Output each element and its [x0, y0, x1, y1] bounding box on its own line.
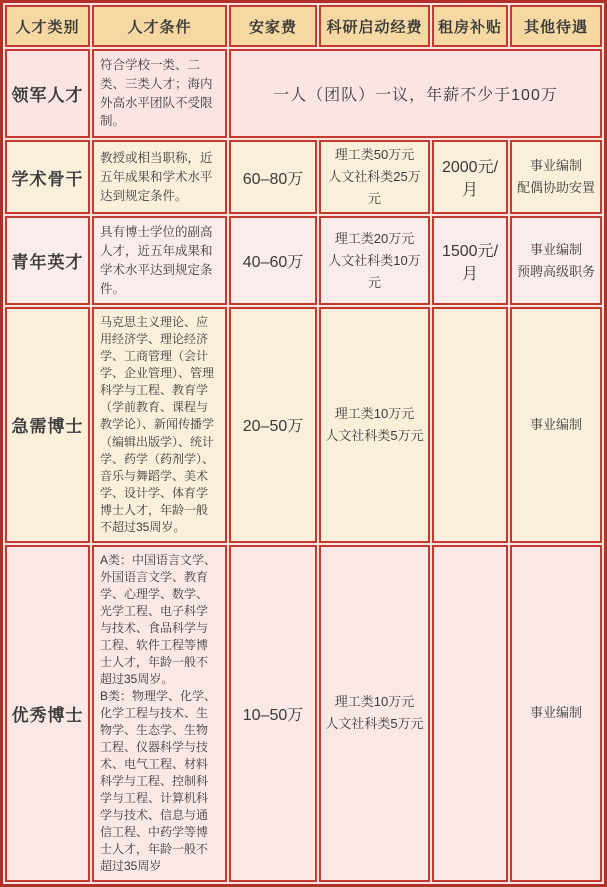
cell-settling-fee: 40–60万 — [229, 216, 317, 305]
cell-other-benefits — [510, 140, 602, 214]
cell-housing-subsidy — [432, 545, 508, 883]
cell-other-benefits: 事业编制 — [510, 307, 602, 542]
benefit-line2: 预聘高级职务 — [516, 263, 595, 279]
research-fund-line1: 理工类10万元 — [334, 405, 415, 421]
cell-category: 急需博士 — [5, 307, 90, 542]
research-fund-line2: 人文社科类25万元 — [328, 169, 421, 207]
condition-class-a: A类：中国语言文学、外国语言文学、教育学、心理学、数学、光学工程、电子科学与技术、食品科学与工程、软件工程等博士人才，年龄一般不超过35周岁。 — [100, 552, 217, 686]
cell-category: 学术骨干 — [5, 140, 90, 214]
research-fund-line2: 人文社科类10万元 — [328, 252, 421, 290]
header-housing-subsidy: 租房补贴 — [432, 5, 508, 47]
cell-other-benefits: 事业编制 — [510, 545, 602, 883]
benefit-line2: 配偶协助安置 — [516, 180, 595, 196]
cell-housing-subsidy: 2000元/月 — [432, 140, 508, 214]
research-fund-line1: 理工类50万元 — [334, 147, 415, 162]
cell-category: 领军人才 — [5, 49, 90, 138]
cell-settling-fee: 10–50万 — [229, 545, 317, 883]
header-talent-category: 人才类别 — [5, 5, 90, 47]
cell-research-fund — [319, 545, 430, 883]
cell-research-fund — [319, 140, 430, 214]
cell-category: 优秀博士 — [5, 545, 90, 883]
table-row-leading-talent — [5, 49, 602, 138]
cell-condition — [92, 545, 227, 883]
table-row-young-talent — [5, 216, 602, 305]
condition-class-b: B类：物理学、化学、化学工程与技术、生物学、生态学、生物工程、仪器科学与技术、电气工程、材料科学与工程、控制科学与工程、计算机科学与技术、信息与通信工程、中药学等博士人才，年龄一般不超过35周岁 — [100, 688, 217, 874]
header-talent-condition: 人才条件 — [92, 5, 227, 47]
header-row — [5, 5, 602, 47]
cell-housing-subsidy — [432, 307, 508, 542]
header-other-benefits: 其他待遇 — [510, 5, 602, 47]
cell-category: 青年英才 — [5, 216, 90, 305]
benefit-line1: 事业编制 — [529, 158, 582, 174]
cell-other-benefits — [510, 216, 602, 305]
table-row-excellent-phd — [5, 545, 602, 883]
header-settling-fee: 安家费 — [229, 5, 317, 47]
cell-condition: 符合学校一类、二类、三类人才；海内外高水平团队不受限制。 — [92, 49, 227, 138]
research-fund-line2: 人文社科类5万元 — [325, 427, 424, 443]
cell-housing-subsidy: 1500元/月 — [432, 216, 508, 305]
cell-settling-fee: 60–80万 — [229, 140, 317, 214]
cell-condition: 具有博士学位的副高人才，近五年成果和学术水平达到规定条件。 — [92, 216, 227, 305]
cell-merged-offer: 一人（团队）一议，年薪不少于100万 — [229, 49, 602, 138]
research-fund-line2: 人文社科类5万元 — [325, 716, 424, 732]
cell-condition: 马克思主义理论、应用经济学、理论经济学、工商管理（会计学、企业管理）、管理科学与工程、教育学（学前教育、课程与教学论）、新闻传播学（编辑出版学）、统计学、药学（药剂学）、音乐与舞蹈学、美术学、设计学、体育学博士人才，年龄一般不超过35周岁。 — [92, 307, 227, 542]
cell-research-fund — [319, 216, 430, 305]
table-row-urgently-needed-phd — [5, 307, 602, 542]
cell-research-fund — [319, 307, 430, 542]
benefit-line1: 事业编制 — [529, 241, 582, 257]
table-row-academic-backbone — [5, 140, 602, 214]
cell-condition: 教授或相当职称，近五年成果和学术水平达到规定条件。 — [92, 140, 227, 214]
research-fund-line1: 理工类20万元 — [334, 230, 415, 246]
header-research-fund: 科研启动经费 — [319, 5, 430, 47]
research-fund-line1: 理工类10万元 — [334, 694, 415, 710]
cell-settling-fee: 20–50万 — [229, 307, 317, 542]
